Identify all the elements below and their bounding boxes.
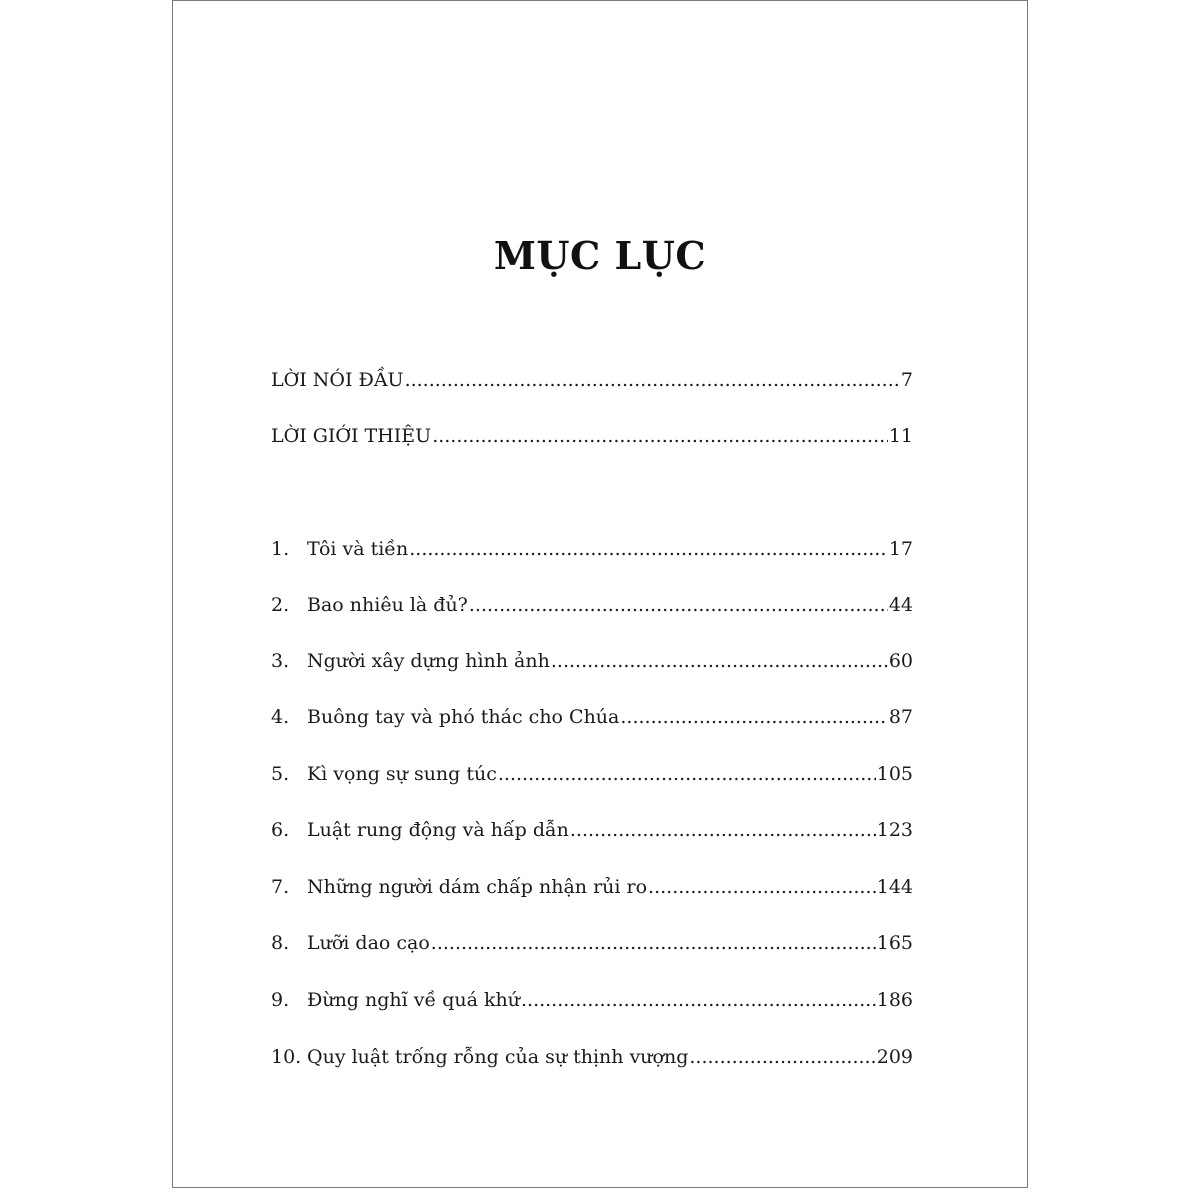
toc-entry-preface: [271, 366, 913, 394]
toc-entry-number: 1.: [271, 538, 290, 560]
toc-entry-number: 7.: [271, 876, 290, 898]
toc-entry-page: 186: [876, 989, 913, 1011]
toc-entry-number: 8.: [271, 932, 290, 954]
toc-entry-chapter: [271, 591, 913, 619]
dot-leader: [620, 703, 887, 731]
toc-entry-page: 123: [876, 819, 913, 841]
dot-leader: [521, 986, 876, 1014]
toc-entry-label: Đừng nghĩ về quá khứ: [307, 989, 520, 1011]
toc-entry-number: 6.: [271, 819, 290, 841]
toc-entry-chapter: [271, 535, 913, 563]
toc-entry-page: 209: [876, 1046, 913, 1068]
toc-entry-chapter: [271, 760, 913, 788]
toc-entry-introduction: [271, 422, 913, 450]
toc-entry-page: 105: [876, 763, 913, 785]
toc-entry-label: Quy luật trống rỗng của sự thịnh vượng: [307, 1046, 689, 1068]
toc-entry-label: Người xây dựng hình ảnh: [307, 650, 550, 672]
toc-entry-chapter: [271, 703, 913, 731]
toc-entry-chapter: [271, 1043, 913, 1071]
toc-entry-label: Tôi và tiền: [307, 538, 409, 560]
dot-leader: [469, 591, 888, 619]
dot-leader: [551, 647, 888, 675]
dot-leader: [409, 535, 888, 563]
toc-entry-label: LỜI NÓI ĐẦU: [271, 369, 404, 391]
toc-entry-number: 2.: [271, 594, 290, 616]
toc-entry-chapter: [271, 929, 913, 957]
toc-entry-chapter: [271, 986, 913, 1014]
toc-entry-number: 10.: [271, 1046, 302, 1068]
toc-entry-label: Buông tay và phó thác cho Chúa: [307, 706, 620, 728]
dot-leader: [432, 422, 888, 450]
toc-entry-page: 11: [888, 425, 913, 447]
toc-entry-page: 60: [888, 650, 913, 672]
toc-entry-label: Lưỡi dao cạo: [307, 932, 430, 954]
toc-entry-label: Bao nhiêu là đủ?: [307, 594, 468, 616]
toc-entry-chapter: [271, 873, 913, 901]
toc-entry-page: 87: [888, 706, 913, 728]
toc-entry-number: 5.: [271, 763, 290, 785]
dot-leader: [498, 760, 876, 788]
toc-entry-chapter: [271, 816, 913, 844]
page-title: MỤC LỤC: [493, 233, 707, 278]
toc-entry-page: 7: [900, 369, 913, 391]
toc-entry-number: 3.: [271, 650, 290, 672]
toc-entry-page: 44: [888, 594, 913, 616]
toc-entry-label: Kì vọng sự sung túc: [307, 763, 497, 785]
toc-entry-page: 17: [888, 538, 913, 560]
toc-entry-number: 9.: [271, 989, 290, 1011]
toc-entry-label: LỜI GIỚI THIỆU: [271, 425, 432, 447]
book-page: [172, 0, 1028, 1188]
toc-entry-label: Những người dám chấp nhận rủi ro: [307, 876, 648, 898]
toc-entry-page: 165: [876, 932, 913, 954]
toc-entry-label: Luật rung động và hấp dẫn: [307, 819, 569, 841]
dot-leader: [431, 929, 876, 957]
toc-entry-page: 144: [876, 876, 913, 898]
toc-entry-number: 4.: [271, 706, 290, 728]
dot-leader: [405, 366, 900, 394]
dot-leader: [648, 873, 876, 901]
toc-entry-chapter: [271, 647, 913, 675]
dot-leader: [689, 1043, 875, 1071]
dot-leader: [570, 816, 876, 844]
